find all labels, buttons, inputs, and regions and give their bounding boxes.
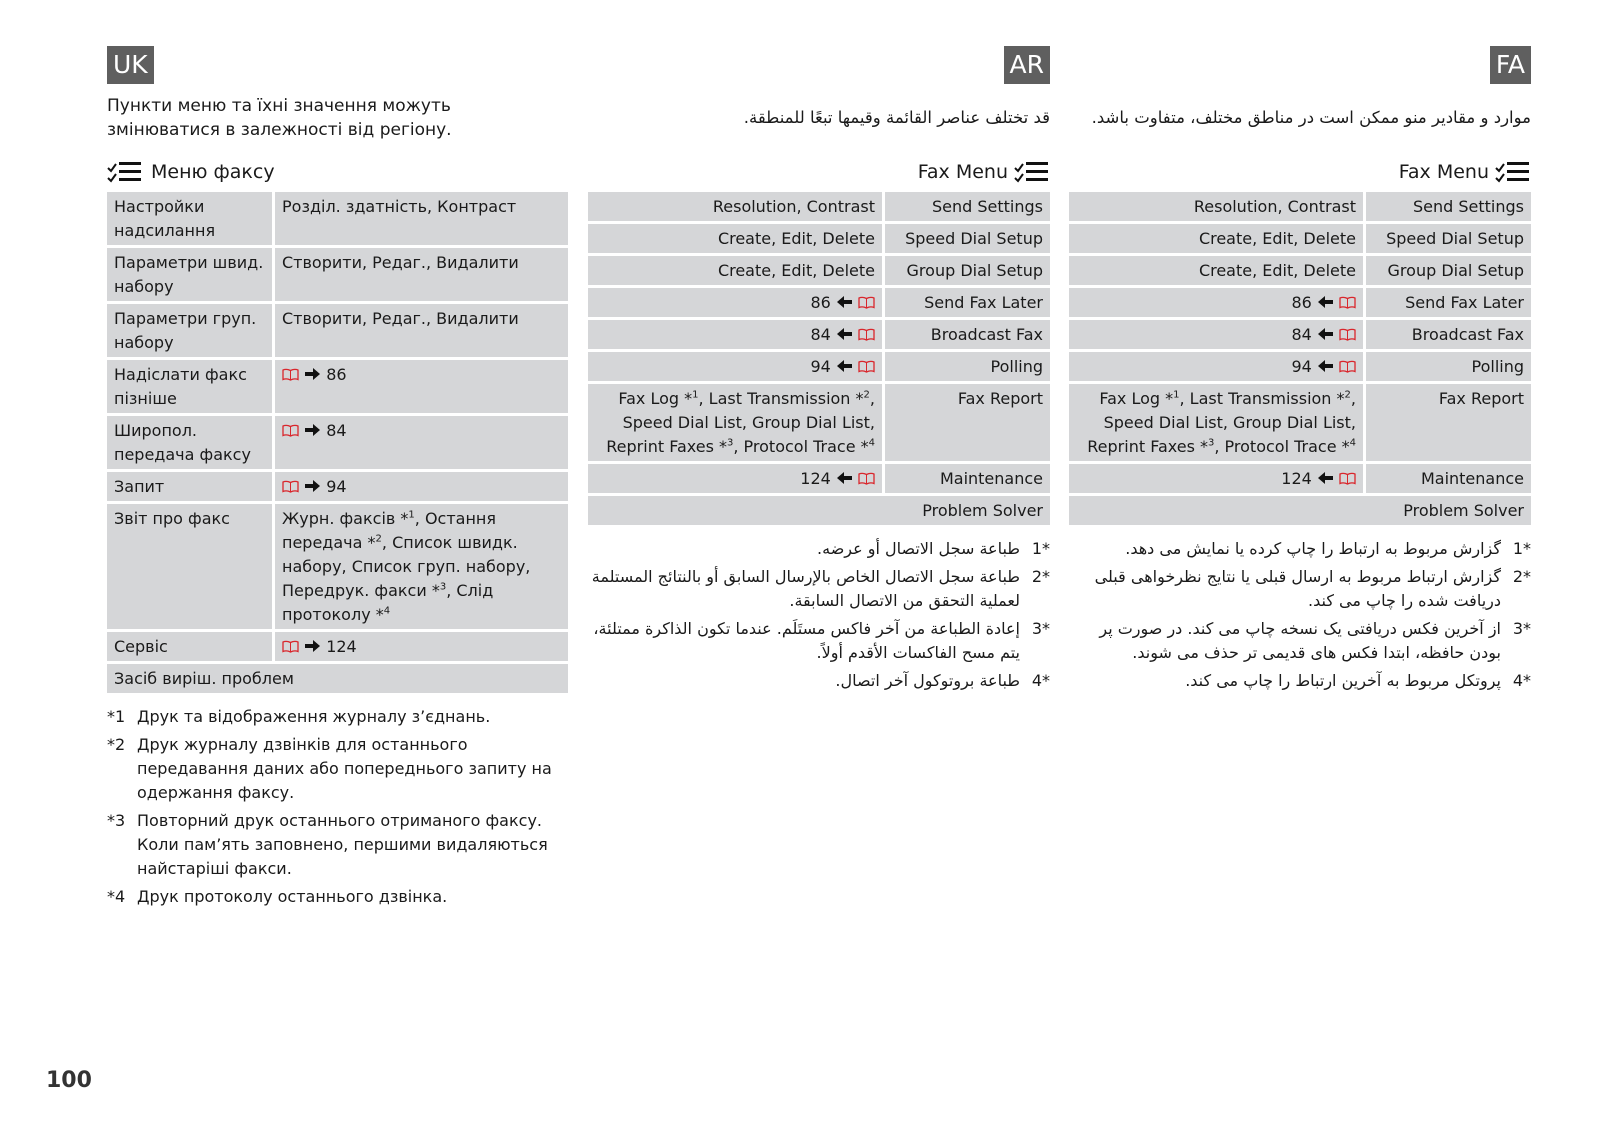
table-row xyxy=(107,416,568,469)
menu-value: Resolution, Contrast xyxy=(588,192,885,221)
page-number-ref: 94 xyxy=(326,477,347,496)
fax-menu-heading xyxy=(107,154,568,190)
menu-title: Меню факсу xyxy=(151,161,275,183)
table-row xyxy=(107,504,568,629)
book-icon xyxy=(858,328,875,341)
menu-item: Сервіс xyxy=(107,632,275,661)
page-reference[interactable] xyxy=(588,320,885,349)
table-row xyxy=(588,224,1050,253)
book-icon xyxy=(1339,360,1356,373)
arrow-right-icon xyxy=(304,423,321,437)
page-number-ref: 94 xyxy=(1291,357,1312,376)
page-reference[interactable] xyxy=(275,416,568,469)
book-icon xyxy=(282,368,299,381)
menu-item: Speed Dial Setup xyxy=(1366,224,1531,253)
table-row xyxy=(1069,496,1531,525)
footnote: *1 طباعة سجل الاتصال أو عرضه. xyxy=(817,539,1050,558)
page-number-ref: 94 xyxy=(810,357,831,376)
menu-item: Запит xyxy=(107,472,275,501)
table-row xyxy=(107,632,568,661)
footnote: *2 گزارش ارتباط مربوط به ارسال قبلی یا نتایج نظرخواهی قبلی دریافت شده را چاپ می کند. xyxy=(1094,567,1531,610)
table-row xyxy=(1069,192,1531,221)
menu-title: Fax Menu xyxy=(1398,161,1489,183)
book-icon xyxy=(858,472,875,485)
menu-table xyxy=(588,189,1050,528)
page-reference[interactable] xyxy=(275,360,568,413)
intro-text: موارد و مقادیر منو ممکن است در مناطق مختلف، متفاوت باشد. xyxy=(1091,108,1531,127)
language-tag-ar: AR xyxy=(1004,46,1050,84)
footnote: *4 Друк протоколу останнього дзвінка. xyxy=(107,887,448,906)
table-row xyxy=(588,352,1050,381)
table-row xyxy=(107,360,568,413)
footnote: *2 طباعة سجل الاتصال الخاص بالإرسال السابق أو بالنتائج المستلمة لعملية التحقق من الاتصال السابقة. xyxy=(591,567,1050,610)
page-number: 100 xyxy=(46,1068,92,1093)
table-row xyxy=(588,288,1050,317)
menu-title: Fax Menu xyxy=(917,161,1008,183)
table-row xyxy=(1069,224,1531,253)
page-number-ref: 86 xyxy=(810,293,831,312)
checklist-menu-icon xyxy=(1014,160,1050,184)
footnote: *3 Повторний друк останнього отриманого факсу. Коли пам’ять заповнено, першими видаляються найстаріші факси. xyxy=(107,811,548,878)
menu-item: Problem Solver xyxy=(1069,496,1531,525)
table-row xyxy=(107,472,568,501)
book-icon xyxy=(1339,472,1356,485)
footnote: *3 از آخرین فکس دریافتی یک نسخه چاپ می کند. در صورت پر بودن حافظه، ابتدا فکس های قدیمی تر حذف می شوند. xyxy=(1099,619,1531,662)
footnote: *1 گزارش مربوط به ارتباط را چاپ کرده یا نمایش می دهد. xyxy=(1125,539,1531,558)
menu-item: Polling xyxy=(885,352,1050,381)
footnote: *4 طباعة بروتوكول آخر اتصال. xyxy=(835,671,1050,690)
page-number-ref: 84 xyxy=(810,325,831,344)
page-reference[interactable] xyxy=(275,632,568,661)
menu-item: Send Settings xyxy=(885,192,1050,221)
table-row xyxy=(107,664,568,693)
menu-value: Create, Edit, Delete xyxy=(588,256,885,285)
menu-value: Журн. факсів *$^1$, Остання передача *$^2$, Список швидк. набору, Список груп. набору, Передрук. факси *$^3$, Слід протоколу *$^4$ xyxy=(275,504,568,629)
table-row xyxy=(107,192,568,245)
language-tag-uk: UK xyxy=(107,46,154,84)
menu-item: Fax Report xyxy=(885,384,1050,461)
book-icon xyxy=(1339,328,1356,341)
footnotes xyxy=(588,537,1050,693)
page-reference[interactable] xyxy=(1069,464,1366,493)
menu-value: Створити, Редаг., Видалити xyxy=(275,248,568,301)
menu-item: Broadcast Fax xyxy=(1366,320,1531,349)
menu-value: Fax Log *$^1$, Last Transmission *$^2$, Speed Dial List, Group Dial List, Reprint Faxes *$^3$, Protocol Trace *$^4$ xyxy=(1069,384,1366,461)
menu-item: Maintenance xyxy=(885,464,1050,493)
table-row xyxy=(1069,320,1531,349)
menu-item: Send Fax Later xyxy=(885,288,1050,317)
book-icon xyxy=(282,480,299,493)
menu-value: Створити, Редаг., Видалити xyxy=(275,304,568,357)
arrow-left-icon xyxy=(1317,327,1334,341)
page-number-ref: 124 xyxy=(1281,469,1312,488)
table-row xyxy=(1069,288,1531,317)
menu-item: Polling xyxy=(1366,352,1531,381)
arrow-left-icon xyxy=(836,327,853,341)
table-row xyxy=(588,320,1050,349)
table-row xyxy=(588,384,1050,461)
page-number-ref: 84 xyxy=(1291,325,1312,344)
menu-item: Group Dial Setup xyxy=(885,256,1050,285)
menu-value: Fax Log *$^1$, Last Transmission *$^2$, Speed Dial List, Group Dial List, Reprint Faxes *$^3$, Protocol Trace *$^4$ xyxy=(588,384,885,461)
arrow-right-icon xyxy=(304,367,321,381)
menu-table xyxy=(1069,189,1531,528)
book-icon xyxy=(858,296,875,309)
arrow-left-icon xyxy=(836,359,853,373)
page-reference[interactable] xyxy=(275,472,568,501)
menu-item: Засіб виріш. проблем xyxy=(107,664,568,693)
menu-item: Send Settings xyxy=(1366,192,1531,221)
arrow-right-icon xyxy=(304,479,321,493)
page-reference[interactable] xyxy=(588,288,885,317)
footnote: *4 پروتکل مربوط به آخرین ارتباط را چاپ می کند. xyxy=(1185,671,1531,690)
menu-item: Group Dial Setup xyxy=(1366,256,1531,285)
page-reference[interactable] xyxy=(1069,288,1366,317)
fax-menu-heading xyxy=(588,154,1050,190)
ar-column xyxy=(588,46,1050,697)
table-row xyxy=(1069,464,1531,493)
menu-value: Create, Edit, Delete xyxy=(1069,224,1366,253)
menu-item: Параметри швид. набору xyxy=(107,248,275,301)
arrow-right-icon xyxy=(304,639,321,653)
footnotes xyxy=(1069,537,1531,693)
menu-item: Настройки надсилання xyxy=(107,192,275,245)
menu-item: Send Fax Later xyxy=(1366,288,1531,317)
page-reference[interactable] xyxy=(588,352,885,381)
table-row xyxy=(588,256,1050,285)
checklist-menu-icon xyxy=(107,160,143,184)
menu-item: Fax Report xyxy=(1366,384,1531,461)
arrow-left-icon xyxy=(1317,471,1334,485)
menu-value: Create, Edit, Delete xyxy=(588,224,885,253)
table-row xyxy=(1069,256,1531,285)
menu-table xyxy=(107,189,568,696)
page-reference[interactable] xyxy=(1069,320,1366,349)
arrow-left-icon xyxy=(1317,295,1334,309)
table-row xyxy=(588,496,1050,525)
table-row xyxy=(1069,384,1531,461)
uk-column xyxy=(107,46,568,913)
menu-value: Resolution, Contrast xyxy=(1069,192,1366,221)
table-row xyxy=(107,304,568,357)
page-number-ref: 84 xyxy=(326,421,347,440)
checklist-menu-icon xyxy=(1495,160,1531,184)
arrow-left-icon xyxy=(836,471,853,485)
table-row xyxy=(107,248,568,301)
page-reference[interactable] xyxy=(588,464,885,493)
table-row xyxy=(1069,352,1531,381)
menu-item: Broadcast Fax xyxy=(885,320,1050,349)
menu-item: Problem Solver xyxy=(588,496,1050,525)
menu-item: Широпол. передача факсу xyxy=(107,416,275,469)
language-tag-fa: FA xyxy=(1490,46,1531,84)
fax-menu-heading xyxy=(1069,154,1531,190)
table-row xyxy=(588,464,1050,493)
menu-item: Звіт про факс xyxy=(107,504,275,629)
footnote: *1 Друк та відображення журналу з’єднань. xyxy=(107,707,491,726)
menu-item: Параметри груп. набору xyxy=(107,304,275,357)
intro-text: قد تختلف عناصر القائمة وقيمها تبعًا للمنطقة. xyxy=(743,108,1050,127)
page-number-ref: 124 xyxy=(326,637,357,656)
footnote: *3 إعادة الطباعة من آخر فاكس مستَلَم. عندما تكون الذاكرة ممتلئة، يتم مسح الفاكسات الأقدم أولاً. xyxy=(593,619,1050,662)
table-row xyxy=(588,192,1050,221)
menu-item: Maintenance xyxy=(1366,464,1531,493)
arrow-left-icon xyxy=(836,295,853,309)
menu-item: Speed Dial Setup xyxy=(885,224,1050,253)
page-number-ref: 86 xyxy=(1291,293,1312,312)
book-icon xyxy=(282,424,299,437)
page-number-ref: 124 xyxy=(800,469,831,488)
arrow-left-icon xyxy=(1317,359,1334,373)
book-icon xyxy=(858,360,875,373)
fa-column xyxy=(1069,46,1531,697)
footnote: *2 Друк журналу дзвінків для останнього передавання даних або попереднього запиту на одержання факсу. xyxy=(107,735,552,802)
intro-text: Пункти меню та їхні значення можуть змінюватися в залежності від регіону. xyxy=(107,96,452,140)
book-icon xyxy=(282,640,299,653)
menu-value: Create, Edit, Delete xyxy=(1069,256,1366,285)
menu-item: Надіслати факс пізніше xyxy=(107,360,275,413)
footnotes xyxy=(107,705,568,909)
page-reference[interactable] xyxy=(1069,352,1366,381)
book-icon xyxy=(1339,296,1356,309)
menu-value: Розділ. здатність, Контраст xyxy=(275,192,568,245)
page-number-ref: 86 xyxy=(326,365,347,384)
